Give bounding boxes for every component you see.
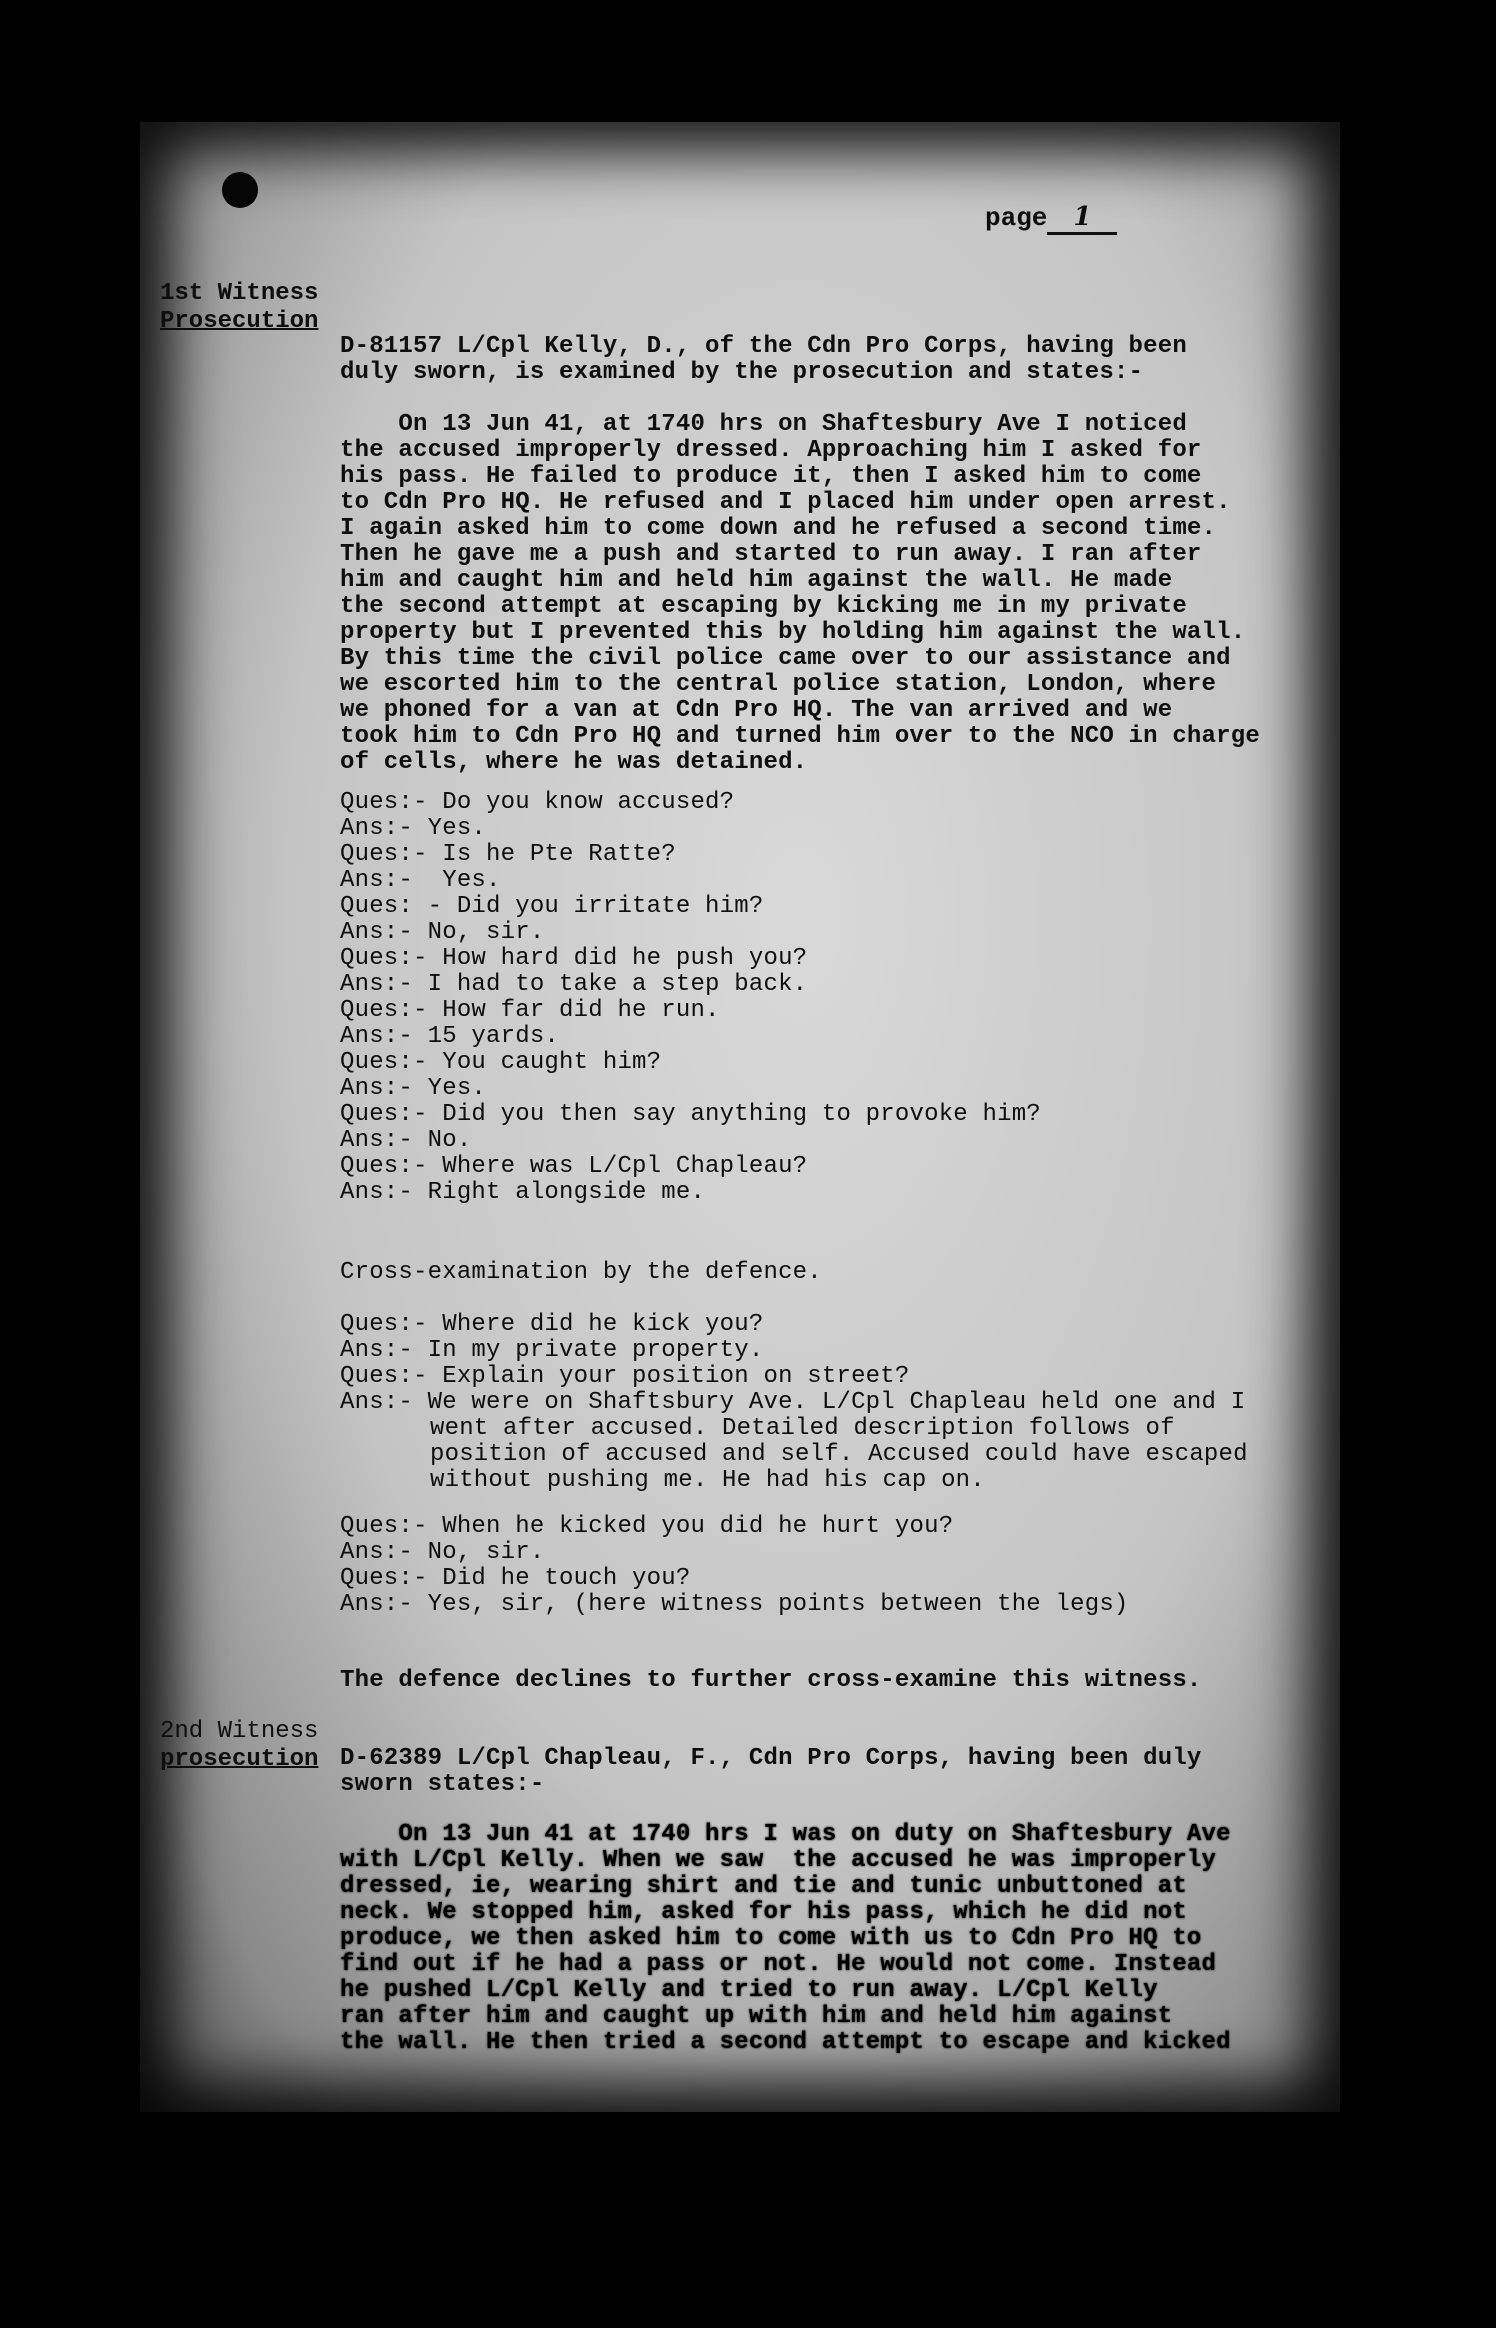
text-line: duly sworn, is examined by the prosecution and states:-	[340, 359, 1144, 386]
cross-qa	[340, 1312, 1330, 1416]
qa-line: Ans:- Yes, sir, (here witness points between the legs)	[340, 1591, 1129, 1618]
text-line: D-62389 L/Cpl Chapleau, F., Cdn Pro Corps, having been duly	[340, 1745, 1202, 1772]
qa-line: Ans:- No, sir.	[340, 1539, 545, 1566]
witness2-heading-line2: prosecution	[160, 1746, 319, 1773]
witness1-intro	[340, 334, 1330, 386]
qa-line: Ans:- No.	[340, 1127, 472, 1154]
witness2-heading	[160, 1718, 318, 1774]
witness1-statement	[340, 412, 1330, 776]
statement-line: him and caught him and held him against the wall. He made	[340, 567, 1173, 594]
text-line: D-81157 L/Cpl Kelly, D., of the Cdn Pro Corps, having been	[340, 333, 1187, 360]
statement-line: dressed, ie, wearing shirt and tie and tunic unbuttoned at	[340, 1873, 1187, 1900]
document-page	[140, 122, 1340, 2112]
punch-hole-icon	[222, 172, 258, 208]
qa-line: Ques:- Where was L/Cpl Chapleau?	[340, 1153, 808, 1180]
cross-qa-2	[340, 1514, 1330, 1618]
qa-continuation-line: position of accused and self. Accused could have escaped	[430, 1441, 1248, 1468]
statement-line: took him to Cdn Pro HQ and turned him over to the NCO in charge	[340, 723, 1260, 750]
statement-line: the accused improperly dressed. Approaching him I asked for	[340, 437, 1202, 464]
statement-line: property but I prevented this by holding him against the wall.	[340, 619, 1246, 646]
statement-line: he pushed L/Cpl Kelly and tried to run away. L/Cpl Kelly	[340, 1977, 1158, 2004]
witness1-heading-line1: 1st Witness	[160, 280, 319, 307]
qa-continuation-line: without pushing me. He had his cap on.	[430, 1467, 985, 1494]
qa-line: Ans:- I had to take a step back.	[340, 971, 808, 998]
statement-line: produce, we then asked him to come with us to Cdn Pro HQ to	[340, 1925, 1202, 1952]
qa-line: Ans:- Yes.	[340, 815, 487, 842]
qa-line: Ques:- How hard did he push you?	[340, 945, 808, 972]
witness1-heading	[160, 280, 318, 336]
page-number	[985, 202, 1117, 235]
statement-line: we phoned for a van at Cdn Pro HQ. The van arrived and we	[340, 697, 1173, 724]
statement-line: By this time the civil police came over to our assistance and	[340, 645, 1231, 672]
statement-line: find out if he had a pass or not. He would not come. Instead	[340, 1951, 1217, 1978]
qa-line: Ques:- When he kicked you did he hurt you?	[340, 1513, 954, 1540]
statement-line: On 13 Jun 41 at 1740 hrs I was on duty on Shaftesbury Ave	[340, 1821, 1231, 1848]
qa-line: Ques:- Where did he kick you?	[340, 1311, 764, 1338]
qa-line: Ques:- How far did he run.	[340, 997, 720, 1024]
statement-line: of cells, where he was detained.	[340, 749, 808, 776]
witness2-statement	[340, 1822, 1330, 2056]
statement-line: we escorted him to the central police station, London, where	[340, 671, 1217, 698]
qa-line: Ques:- Explain your position on street?	[340, 1363, 910, 1390]
qa-line: Ques:- Do you know accused?	[340, 789, 735, 816]
cross-examination-heading: Cross-examination by the defence.	[340, 1259, 822, 1286]
statement-line: I again asked him to come down and he refused a second time.	[340, 515, 1217, 542]
statement-line: his pass. He failed to produce it, then I asked him to come	[340, 463, 1202, 490]
witness2-intro	[340, 1746, 1330, 1798]
qa-line: Ans:- We were on Shaftsbury Ave. L/Cpl Chapleau held one and I	[340, 1389, 1246, 1416]
page-number-value: 1	[1047, 202, 1117, 235]
statement-line: Then he gave me a push and started to run away. I ran after	[340, 541, 1202, 568]
statement-line: neck. We stopped him, asked for his pass, which he did not	[340, 1899, 1187, 1926]
statement-line: to Cdn Pro HQ. He refused and I placed him under open arrest.	[340, 489, 1231, 516]
page-label-text: page	[985, 203, 1048, 233]
qa-line: Ques:- Did he touch you?	[340, 1565, 691, 1592]
qa-line: Ques:- Is he Pte Ratte?	[340, 841, 676, 868]
text-line: sworn states:-	[340, 1771, 545, 1798]
qa-line: Ques: - Did you irritate him?	[340, 893, 764, 920]
statement-line: with L/Cpl Kelly. When we saw the accused he was improperly	[340, 1847, 1217, 1874]
statement-line: On 13 Jun 41, at 1740 hrs on Shaftesbury Ave I noticed	[340, 411, 1187, 438]
qa-line: Ans:- Yes.	[340, 1075, 487, 1102]
qa-continuation-line: went after accused. Detailed description follows of	[430, 1415, 1175, 1442]
witness1-qa	[340, 790, 1330, 1206]
qa-line: Ans:- Yes.	[340, 867, 501, 894]
witness2-heading-line1: 2nd Witness	[160, 1718, 319, 1745]
statement-line: the second attempt at escaping by kicking me in my private	[340, 593, 1187, 620]
cross-continuation	[340, 1416, 1420, 1494]
statement-line: the wall. He then tried a second attempt to escape and kicked	[340, 2029, 1231, 2056]
qa-line: Ques:- Did you then say anything to provoke him?	[340, 1101, 1041, 1128]
witness1-heading-line2: Prosecution	[160, 308, 319, 335]
qa-line: Ans:- Right alongside me.	[340, 1179, 706, 1206]
closing-statement: The defence declines to further cross-examine this witness.	[340, 1667, 1202, 1694]
statement-line: ran after him and caught up with him and held him against	[340, 2003, 1173, 2030]
qa-line: Ans:- No, sir.	[340, 919, 545, 946]
qa-line: Ques:- You caught him?	[340, 1049, 662, 1076]
qa-line: Ans:- 15 yards.	[340, 1023, 560, 1050]
qa-line: Ans:- In my private property.	[340, 1337, 764, 1364]
